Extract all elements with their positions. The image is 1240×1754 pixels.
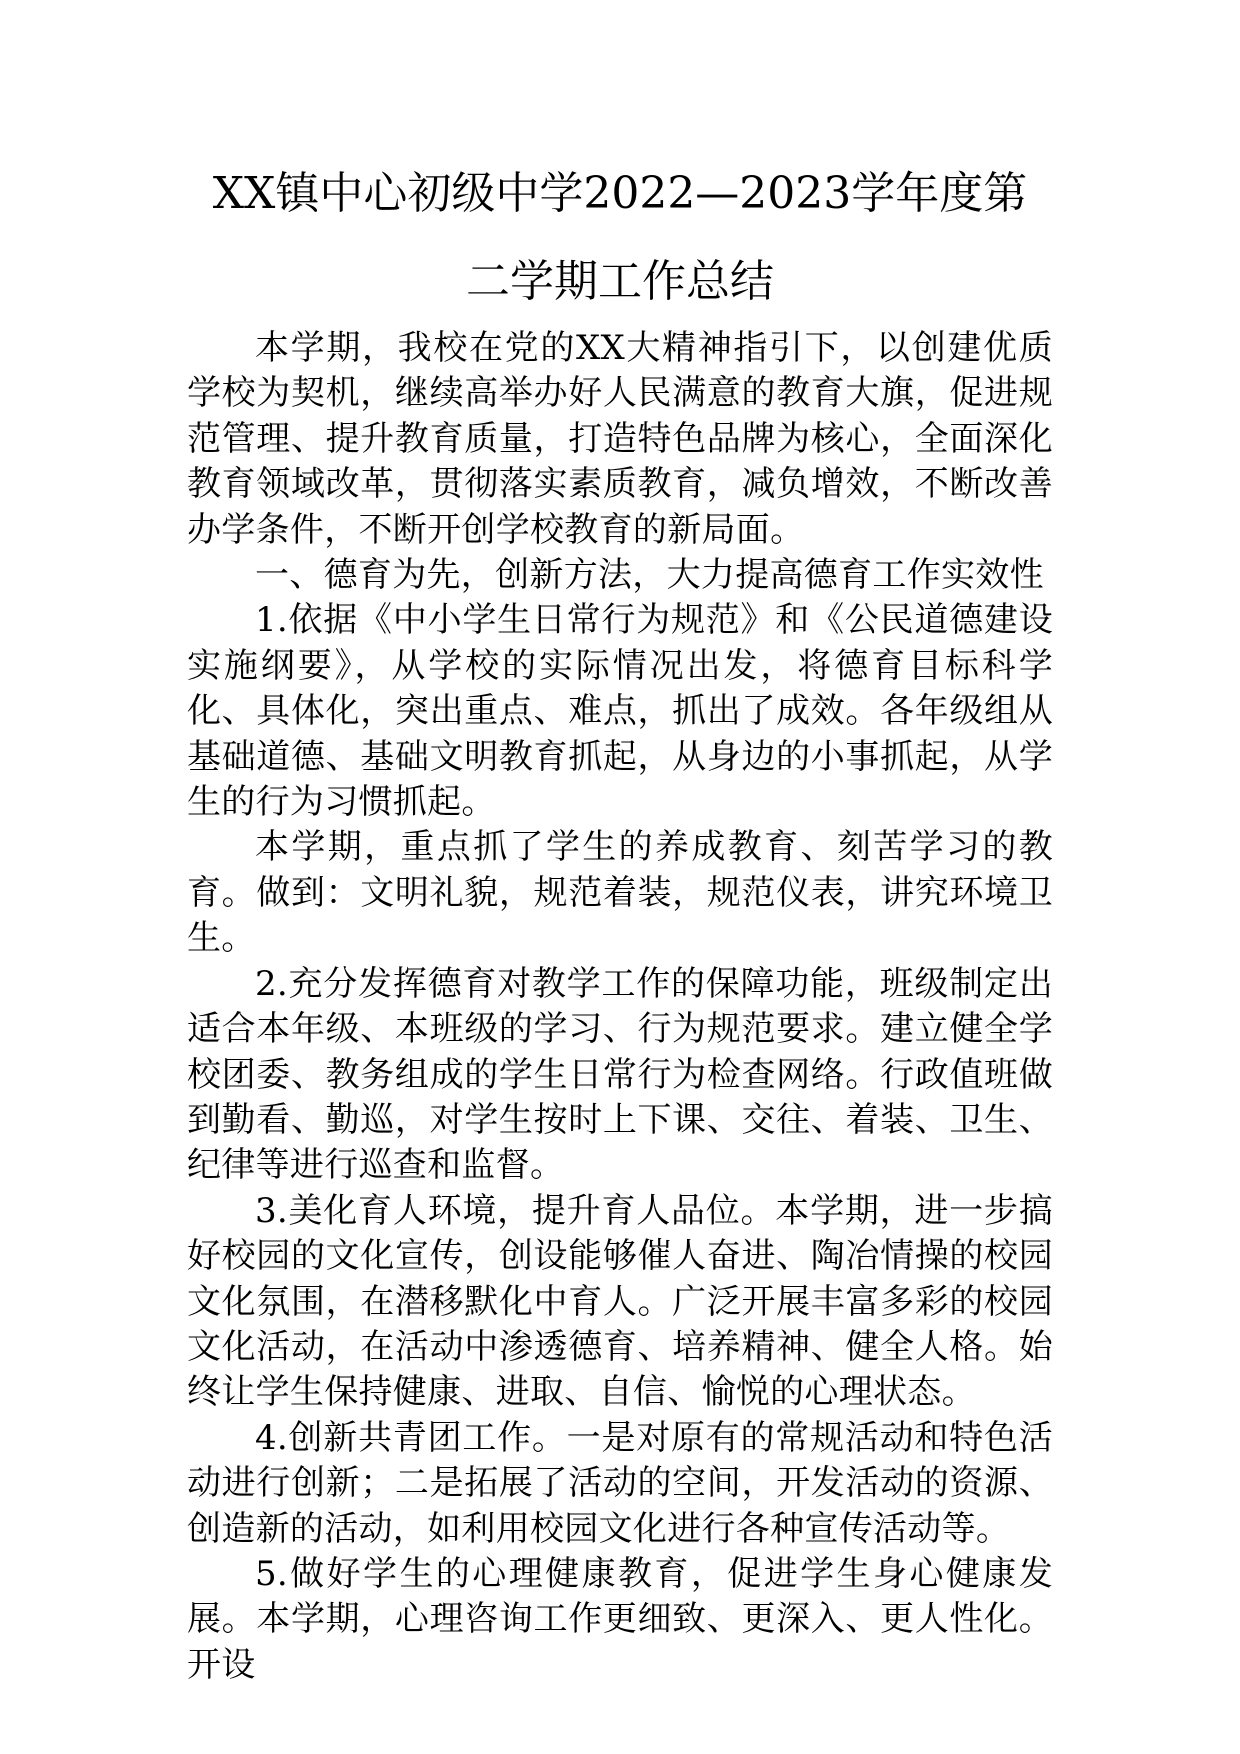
body-paragraph: 3.美化育人环境，提升育人品位。本学期，进一步搞好校园的文化宣传，创设能够催人奋进、陶冶情操的校园文化氛围，在潜移默化中育人。广泛开展丰富多彩的校园文化活动，在活动中渗透德育、培养精神、健全人格。始终让学生保持健康、进取、自信、愉悦的心理状态。 [187,1190,1053,1413]
body-paragraph: 本学期，重点抓了学生的养成教育、刻苦学习的教育。做到：文明礼貌，规范着装，规范仪表，讲究环境卫生。 [187,827,1053,959]
document-title [187,150,1053,326]
intro-paragraph: 本学期，我校在党的XX大精神指引下，以创建优质学校为契机，继续高举办好人民满意的教育大旗，促进规范管理、提升教育质量，打造特色品牌为核心，全面深化教育领域改革，贯彻落实素质教育，减负增效，不断改善办学条件，不断开创学校教育的新局面。 [187,328,1053,550]
title-line-2: 二学期工作总结 [466,256,774,307]
body-paragraph: 2.充分发挥德育对教学工作的保障功能，班级制定出适合本年级、本班级的学习、行为规范要求。建立健全学校团委、教务组成的学生日常行为检查网络。行政值班做到勤看、勤巡，对学生按时上下课、交往、着装、卫生、纪律等进行巡查和监督。 [187,963,1053,1186]
title-line-1: XX镇中心初级中学2022—2023学年度第 [212,168,1028,219]
body-paragraph: 4.创新共青团工作。一是对原有的常规活动和特色活动进行创新；二是拓展了活动的空间，开发活动的资源、创造新的活动，如利用校园文化进行各种宣传活动等。 [187,1417,1053,1549]
body-paragraph: 1.依据《中小学生日常行为规范》和《公民道德建设实施纲要》，从学校的实际情况出发，将德育目标科学化、具体化，突出重点、难点，抓出了成效。各年级组从基础道德、基础文明教育抓起，从身边的小事抓起，从学生的行为习惯抓起。 [187,600,1053,823]
document-page [187,150,1053,1688]
body-paragraph: 5.做好学生的心理健康教育，促进学生身心健康发展。本学期，心理咨询工作更细致、更深入、更人性化。开设 [187,1553,1053,1685]
section-heading: 一、德育为先，创新方法，大力提高德育工作实效性 [255,555,1044,596]
